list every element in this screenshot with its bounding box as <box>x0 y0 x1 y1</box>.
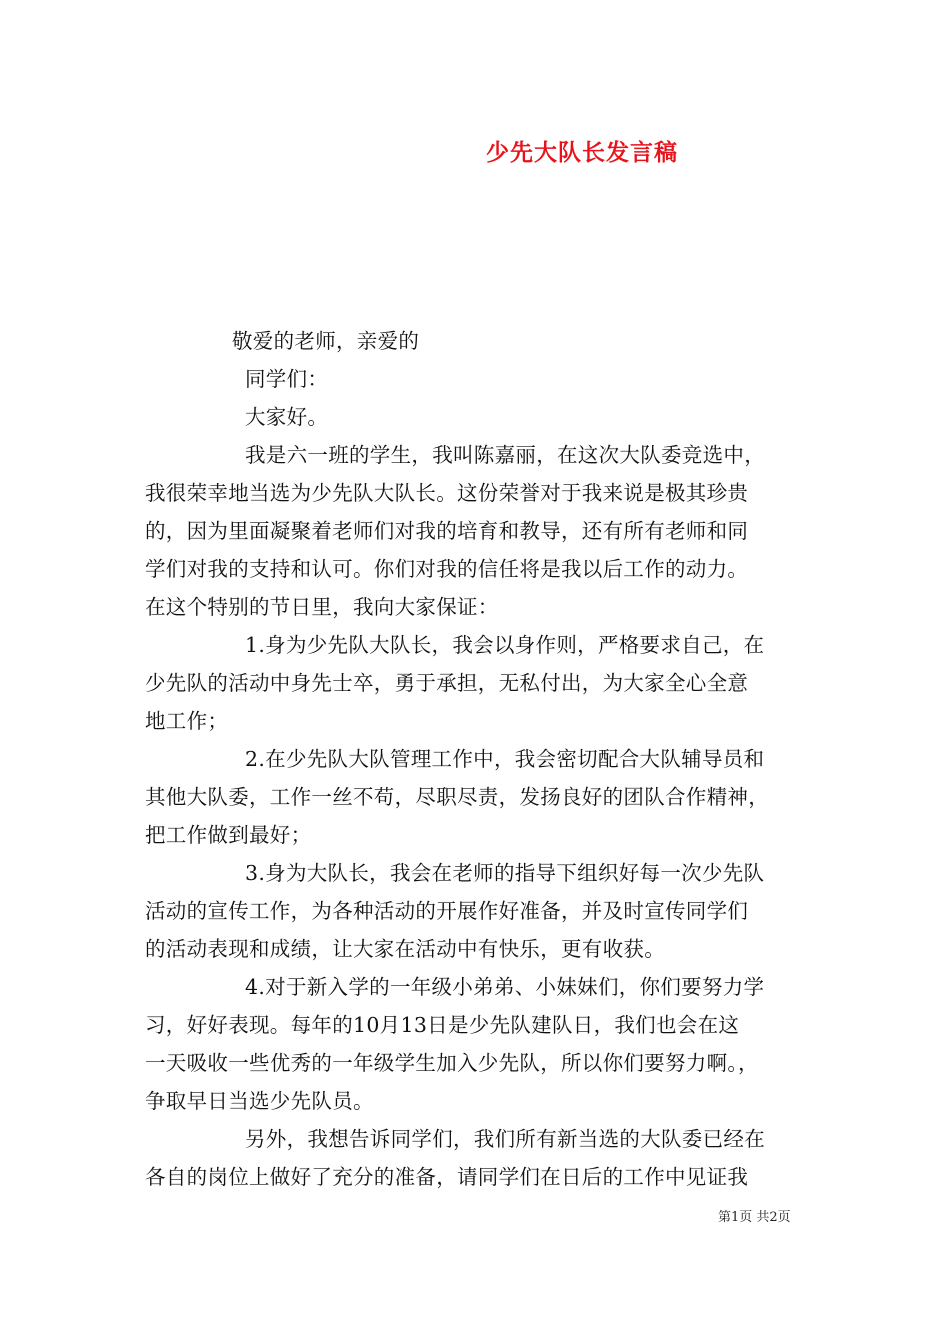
text-line: 一天吸收一些优秀的一年级学生加入少先队，所以你们要努力啊。， <box>145 1051 759 1075</box>
text-line: 争取早日当选少先队员。 <box>145 1089 374 1113</box>
text-line: 各自的岗位上做好了充分的准备，请同学们在日后的工作中见证我 <box>145 1165 749 1189</box>
text-line: 2.在少先队大队管理工作中，我会密切配合大队辅导员和 <box>245 747 765 771</box>
text-line: 另外，我想告诉同学们，我们所有新当选的大队委已经在 <box>245 1127 765 1151</box>
text-line: 我很荣幸地当选为少先队大队长。这份荣誉对于我来说是极其珍贵 <box>145 481 749 505</box>
text-line: 3.身为大队长，我会在老师的指导下组织好每一次少先队 <box>245 861 765 885</box>
text-line: 敬爱的老师，亲爱的 <box>232 329 420 353</box>
text-line: 其他大队委，工作一丝不苟，尽职尽责，发扬良好的团队合作精神， <box>145 785 769 809</box>
text-line: 我是六一班的学生，我叫陈嘉丽，在这次大队委竞选中， <box>245 443 765 467</box>
text-line: 在这个特别的节日里，我向大家保证： <box>145 595 499 619</box>
text-line: 的，因为里面凝聚着老师们对我的培育和教导，还有所有老师和同 <box>145 519 749 543</box>
text-line: 大家好。 <box>245 405 329 429</box>
text-line: 活动的宣传工作，为各种活动的开展作好准备，并及时宣传同学们 <box>145 899 749 923</box>
text-line: 学们对我的支持和认可。你们对我的信任将是我以后工作的动力。 <box>145 557 749 581</box>
text-line: 习，好好表现。每年的10月13日是少先队建队日，我们也会在这 <box>145 1013 740 1037</box>
text-line: 少先队的活动中身先士卒，勇于承担，无私付出，为大家全心全意 <box>145 671 749 695</box>
document-title: 少先大队长发言稿 <box>486 139 678 166</box>
text-line: 4.对于新入学的一年级小弟弟、小妹妹们，你们要努力学 <box>245 975 765 999</box>
text-line: 同学们： <box>245 367 329 391</box>
text-line: 的活动表现和成绩，让大家在活动中有快乐，更有收获。 <box>145 937 665 961</box>
text-line: 1.身为少先队大队长，我会以身作则，严格要求自己，在 <box>245 633 765 657</box>
text-line: 地工作； <box>145 709 229 733</box>
page-footer: 第1页 共2页 <box>718 1210 791 1225</box>
text-line: 把工作做到最好； <box>145 823 312 847</box>
